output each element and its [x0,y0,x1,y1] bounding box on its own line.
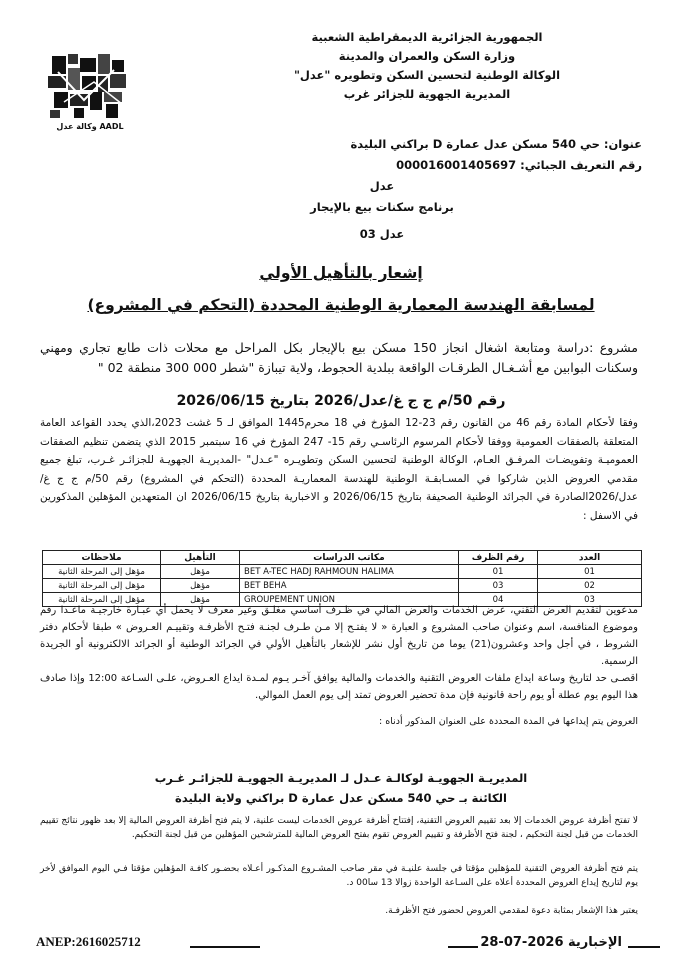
invitation-paragraph: يعتبر هذا الإشعار بمثابة دعوة لمقدمي العروض لحضور فتح الأظرفـة. [385,906,638,916]
cell-count: 01 [538,565,642,579]
deposit-address-line2: الكائنة بـ حي 540 مسكن عدل عمارة D براكني ولاية البليدة [175,791,507,805]
publication-date: 2026-07-28 [480,935,564,950]
notice-subtitle: لمسابقة الهندسة المعمارية الوطنية المحددة (التحكم في المشروع) [87,296,595,314]
footer-rule-mid [448,946,478,948]
tax-id: رقم التعريف الجبائي: 000016001405697 [396,158,642,172]
deposit-address-line1: المديريـة الجهويـة لوكالـة عـدل لـ المديريـة الجهويـة للجزائـر غـرب [154,771,528,785]
directorate-name: المديرية الجهوية للجزائر غرب [343,87,511,101]
newspaper-name: الإخبارية [568,935,622,950]
footer-rule-left [190,946,260,948]
agency-address: عنوان: حي 540 مسكن عدل عمارة D براكني البليدة [350,137,642,151]
cell-count: 02 [538,579,642,593]
table-row [43,579,642,593]
adl-label: عدل [369,179,395,193]
institution-header [212,28,642,104]
agency-name: الوكالة الوطنية لتحسين السكن وتطويره "عدل" [293,68,561,82]
table-header-row [43,551,642,565]
cell-office: BET A-TEC HADJ RAHMOUN HALIMA [240,565,459,579]
cell-envelope: 04 [459,593,538,607]
ministry-name: وزارة السكن والعمران والمدينة [338,49,516,63]
cell-office: GROUPEMENT UNION [240,593,459,607]
logo-caption: وكالة عدل AADL [56,122,124,131]
footer-rule-right [628,946,660,948]
cell-envelope: 01 [459,565,538,579]
col-header-qualification: التأهيل [161,551,240,565]
program-name: برنامج سكنات بيع بالإيجار [310,200,454,214]
public-session-paragraph: يتم فتح أظرفة العروض التقنية للمؤهلين مؤقتا في جلسة علنيـة في مقر صاحب المشـروع المذكـور أعـلاه بحضـور كافـة المؤهلين مؤقتا فـي اليوم الموافق لأخر يوم لتاريخ إيداع العروض المحددة أعلاه على السـاعة الواحدة زوالا 13 سا00 د. [40,864,638,888]
notice-title: إشعار بالتأهيل الأولي [259,264,423,282]
results-table [42,550,642,607]
col-header-count: العدد [538,551,642,565]
cell-qualification: مؤهل [161,579,240,593]
col-header-remarks: ملاحظات [43,551,161,565]
project-description: مشروع :دراسة ومتابعة اشغال انجاز 150 مسكن بيع بالإيجار بكل المراحل مع محلات ذات طابع تجاري ومهني وسكنات البوابين مع أشـغـال الطرقـات الواقعة ببلدية الحجوط، ولاية تيبازة "شطر 000 300 منطقة 02 " [40,340,638,375]
opening-rules-paragraph: لا تفتح أظرفة عروض الخدمات إلا بعد تقييم العروض التقنية، إفتتاح أظرفة عروض الخدمات ليست علنية، لا يتم فتح أظرفة العروض المالية إلا بعد ظهور نتائج تقييم الخدمات من قبل لجنة التحكيم ، لجنة فتح الأظرفة و تقييم العروض تقوم بفتح العروض المالية للمترشحين المؤهلين من قبل لجنة التحكيم. [40,816,638,840]
legal-basis-paragraph: وفقا لأحكام المادة رقم 46 من القانون رقم 23-12 المؤرخ في 18 محرم1445 الموافق لـ 5 غشت 2023،الذي يحدد القواعد العامة المتعلقة بالصفقات العمومية ووفقا لأحكام المرسوم الرئاسـي رقم 15- 247 المؤرخ في 16 سبتمبر 2015 الذي يتضمن تنظيم الصفقات العموميـة وتفويضـات المرفـق العـام، الوكالة الوطنية لتحسين السكن وتطويـره "عـدل" -المديريـة الجهويـة للجزائـر غـرب، تبلغ جميع مقدمي العروض الذين شاركوا في المسـابقـة الوطنية للهندسة المعماريـة المحددة (التحكم في المشروع) رقم 50/م ج ج غ/عدل/2026الصادرة في الجرائد الوطنية الصحيفة بتاريخ 2026/06/15 و الاخبارية بتاريخ 2026/06/15 ان المتعهدين المؤهلين المذكورين في الاسفل : [40,417,639,522]
col-header-envelope: رقم الظرف [459,551,538,565]
deposit-note: العروض يتم إيداعها في المدة المحددة على العنوان المذكور أدناه : [379,716,638,727]
cell-count: 03 [538,593,642,607]
anep-reference: ANEP:2616025712 [36,934,141,949]
cell-office: BET BEHA [240,579,459,593]
cell-envelope: 03 [459,579,538,593]
cell-remarks: مؤهل إلى المرحلة الثانية [43,565,161,579]
submission-instructions [40,602,638,704]
footer-publication [480,935,622,950]
cell-remarks: مؤهل إلى المرحلة الثانية [43,579,161,593]
adl-03-label: عدل 03 [359,227,405,241]
col-header-offices: مكاتب الدراسات [240,551,459,565]
cell-qualification: مؤهل [161,593,240,607]
reference-number: رقم 50/م ج ج غ/عدل/2026 بتاريخ 2026/06/15 [176,393,506,409]
deadline-paragraph: اقصـى حد لتاريخ وساعة ايداع ملفات العروض التقنية والخدمات والمالية يوافق آخـر يـوم لمـدة ايداع العـروض، علـى السـاعة 12:00 وإذا صادف هذا اليوم يوم عطلة أو يوم راحة قانونية فإن مدة تحضير العروض تمتد إلى يوم العمل الموالي. [40,673,638,701]
table-row [43,565,642,579]
submission-paragraph: مدعوين لتقديم العرض التقني، عرض الخدمات والعرض المالي في ظـرف أساسي مغلـق وغير معرف لا يحمل أي عبـارة خارجيـة ماعـدا رقم وموضوع المنافسة، اسم وعنوان صاحب المشروع و العبارة « لا يفتـح إلا مـن طـرف لجنـة فتـح الأظرفـة وتقييـم العـروض » طبقا لأحكام دفتر الشروط ، في أجل واحد وعشرون(21) يوما من تاريخ أول نشر للإشعار بالتأهيل الأولي في الجرائد الوطنية أو الجرائد الالكترونية أو الجريدة الرسمية. [40,605,638,667]
cell-remarks: مؤهل إلى المرحلة الثانية [43,593,161,607]
identification-block [182,134,642,245]
cell-qualification: مؤهل [161,565,240,579]
deposit-address [0,768,682,808]
republic-name: الجمهورية الجزائرية الديمقراطية الشعبية [311,30,543,44]
